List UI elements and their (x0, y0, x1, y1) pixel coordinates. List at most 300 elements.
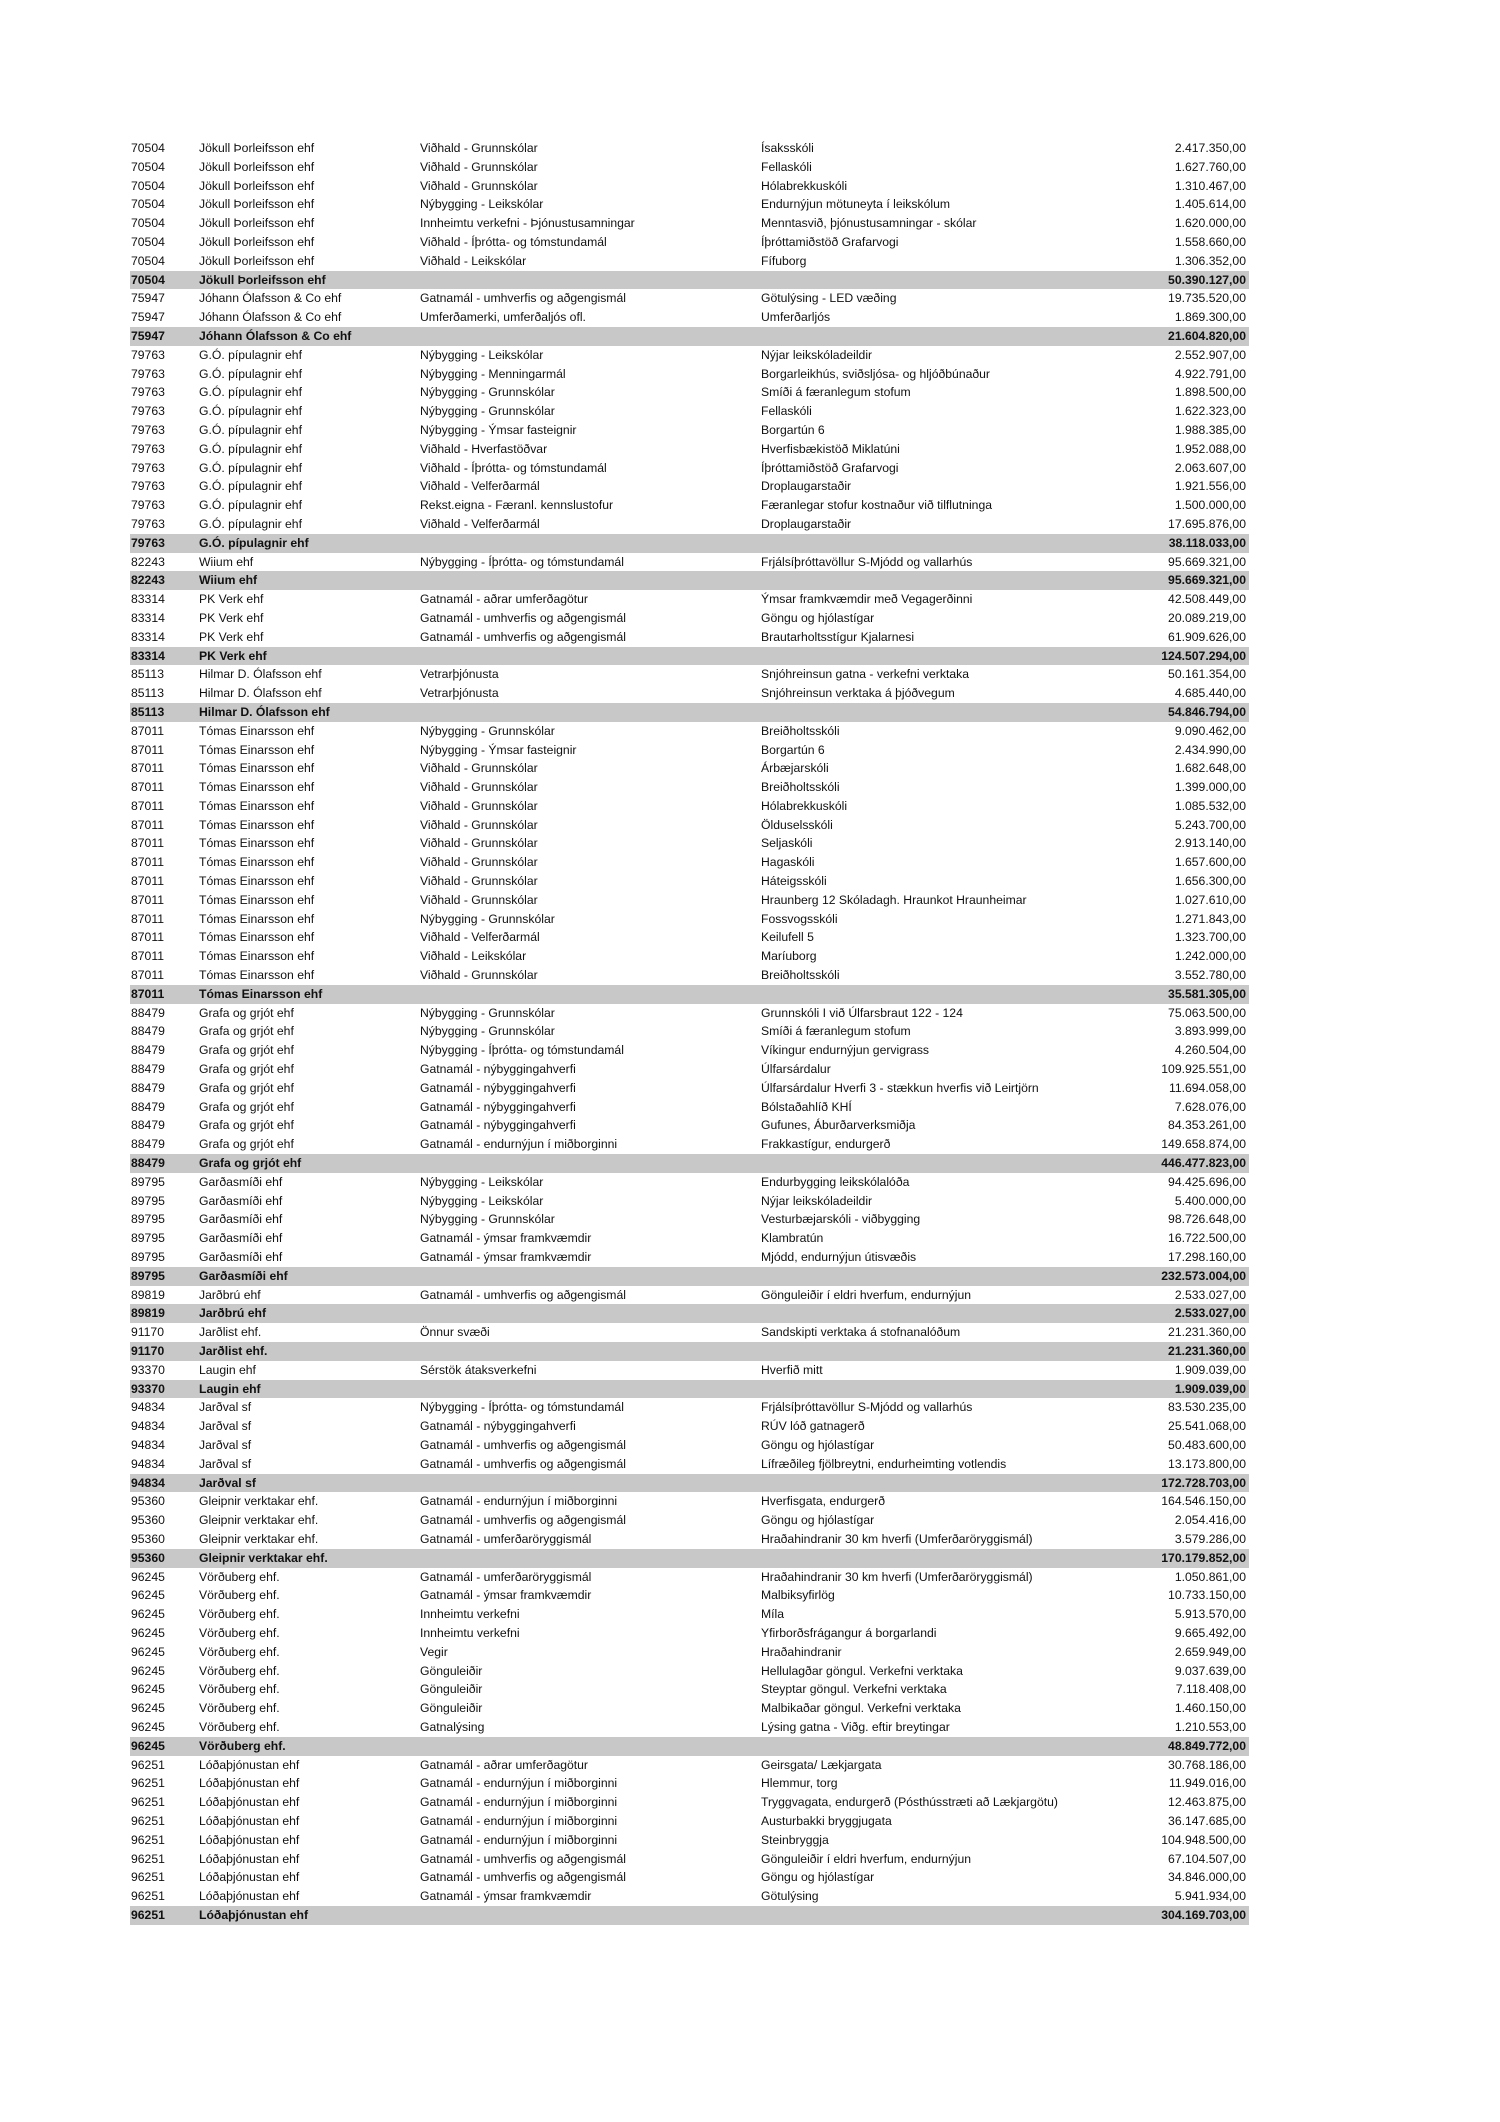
table-row (130, 966, 1249, 985)
amount-cell: 7.118.408,00 (1175, 1682, 1246, 1697)
amount-cell: 95.669.321,00 (1168, 554, 1246, 569)
category-cell: Vegir (420, 1644, 448, 1659)
vendor-name-cell: Tómas Einarsson ehf (199, 817, 315, 832)
category-cell: Nýbygging - Menningarmál (420, 366, 566, 381)
amount-cell: 5.941.934,00 (1174, 1889, 1246, 1904)
category-cell: Nýbygging - Íþrótta- og tómstundamál (420, 1043, 624, 1058)
project-cell: Maríuborg (761, 949, 817, 964)
amount-cell: 1.682.648,00 (1174, 761, 1246, 776)
category-cell: Nýbygging - Íþrótta- og tómstundamál (420, 554, 624, 569)
vendor-id-cell: 88479 (131, 1099, 165, 1114)
table-row (130, 158, 1249, 177)
vendor-id-cell: 70504 (131, 197, 165, 212)
vendor-name-cell: Gleipnir verktakar ehf. (199, 1494, 319, 1509)
vendor-id-cell: 88479 (131, 1024, 165, 1039)
vendor-name-cell: Jarðval sf (199, 1400, 252, 1415)
vendor-name-cell: Tómas Einarsson ehf (199, 761, 315, 776)
table-row (130, 459, 1249, 478)
vendor-id-cell: 83314 (131, 629, 165, 644)
table-row (130, 872, 1249, 891)
table-row (130, 778, 1249, 797)
vendor-name-cell: PK Verk ehf (199, 629, 264, 644)
table-row (130, 402, 1249, 421)
category-cell: Gatnamál - endurnýjun í miðborginni (420, 1813, 618, 1828)
amount-cell: 3.893.999,00 (1174, 1024, 1246, 1039)
vendor-id-cell: 70504 (131, 253, 165, 268)
vendor-id-cell: 87011 (131, 780, 164, 795)
amount-cell: 124.507.294,00 (1161, 648, 1246, 663)
vendor-name-cell: Jarðval sf (199, 1419, 252, 1434)
amount-cell: 34.846.000,00 (1168, 1870, 1246, 1885)
vendor-name-cell: Vörðuberg ehf. (199, 1663, 280, 1678)
table-row (130, 1436, 1249, 1455)
vendor-name-cell: G.Ó. pípulagnir ehf (199, 385, 302, 400)
category-cell: Nýbygging - Leikskólar (420, 1193, 544, 1208)
vendor-id-cell: 88479 (131, 1118, 165, 1133)
project-cell: Steinbryggja (761, 1832, 829, 1847)
category-cell: Nýbygging - Ýmsar fasteignir (420, 422, 577, 437)
vendor-name-cell: Jarðbrú ehf (199, 1287, 261, 1302)
table-row (130, 590, 1249, 609)
vendor-name-cell: Grafa og grjót ehf (199, 1118, 294, 1133)
table-row (130, 1361, 1249, 1380)
amount-cell: 2.552.907,00 (1174, 347, 1246, 362)
category-cell: Gatnamál - ýmsar framkvæmdir (420, 1588, 592, 1603)
vendor-id-cell: 96245 (131, 1701, 165, 1716)
table-row (130, 1774, 1249, 1793)
vendor-id-cell: 96245 (131, 1569, 165, 1584)
amount-cell: 232.573.004,00 (1161, 1268, 1246, 1283)
vendor-name-cell: Hilmar D. Ólafsson ehf (199, 686, 322, 701)
vendor-name-cell: Grafa og grjót ehf (199, 1156, 302, 1171)
vendor-name-cell: Jóhann Ólafsson & Co ehf (199, 310, 342, 325)
amount-cell: 170.179.852,00 (1161, 1550, 1246, 1565)
subtotal-row (130, 1267, 1249, 1286)
table-row (130, 1286, 1249, 1305)
amount-cell: 61.909.626,00 (1168, 629, 1246, 644)
category-cell: Gatnamál - aðrar umferðagötur (420, 592, 588, 607)
category-cell: Innheimtu verkefni - Þjónustusamningar (420, 216, 635, 231)
vendor-id-cell: 95360 (131, 1550, 165, 1565)
project-cell: Árbæjarskóli (761, 761, 829, 776)
vendor-id-cell: 89795 (131, 1174, 165, 1189)
vendor-name-cell: Lóðaþjónustan ehf (199, 1813, 300, 1828)
vendor-name-cell: G.Ó. pípulagnir ehf (199, 422, 302, 437)
vendor-id-cell: 89819 (131, 1287, 165, 1302)
vendor-name-cell: Tómas Einarsson ehf (199, 949, 315, 964)
vendor-name-cell: Tómas Einarsson ehf (199, 968, 315, 983)
category-cell: Gatnamál - umhverfis og aðgengismál (420, 610, 626, 625)
amount-cell: 21.231.360,00 (1168, 1344, 1246, 1358)
subtotal-row (130, 327, 1249, 346)
vendor-name-cell: G.Ó. pípulagnir ehf (199, 498, 302, 513)
category-cell: Gatnamál - umhverfis og aðgengismál (420, 1287, 626, 1302)
vendor-name-cell: Grafa og grjót ehf (199, 1062, 294, 1077)
vendor-name-cell: Lóðaþjónustan ehf (199, 1907, 309, 1922)
amount-cell: 1.952.088,00 (1174, 441, 1246, 456)
category-cell: Gatnamál - aðrar umferðagötur (420, 1757, 588, 1772)
project-cell: Götulýsing (761, 1889, 819, 1904)
table-row (130, 1248, 1249, 1267)
vendor-id-cell: 79763 (131, 479, 165, 494)
table-row (130, 1662, 1249, 1681)
project-cell: Háteigsskóli (761, 874, 827, 889)
table-row (130, 1831, 1249, 1850)
category-cell: Viðhald - Íþrótta- og tómstundamál (420, 460, 607, 475)
vendor-id-cell: 83314 (131, 648, 165, 663)
vendor-id-cell: 70504 (131, 141, 165, 155)
project-cell: Smíði á færanlegum stofum (761, 385, 911, 400)
vendor-name-cell: Tómas Einarsson ehf (199, 874, 315, 889)
vendor-name-cell: Gleipnir verktakar ehf. (199, 1550, 328, 1565)
vendor-name-cell: Garðasmíði ehf (199, 1212, 283, 1227)
vendor-name-cell: Jökull Þorleifsson ehf (199, 178, 315, 193)
project-cell: Lífræðileg fjölbreytni, endurheimting votlendis (761, 1456, 1007, 1471)
category-cell: Nýbygging - Ýmsar fasteignir (420, 742, 577, 757)
vendor-id-cell: 89795 (131, 1250, 165, 1265)
amount-cell: 304.169.703,00 (1161, 1907, 1246, 1922)
amount-cell: 1.909.039,00 (1174, 1362, 1246, 1377)
vendor-id-cell: 87011 (131, 892, 164, 907)
vendor-id-cell: 91170 (131, 1325, 164, 1340)
project-cell: Grunnskóli I við Úlfarsbraut 122 - 124 (761, 1005, 963, 1020)
vendor-id-cell: 93370 (131, 1381, 165, 1396)
vendor-id-cell: 87011 (131, 817, 164, 832)
vendor-id-cell: 96245 (131, 1625, 165, 1640)
project-cell: Droplaugarstaðir (761, 479, 852, 494)
vendor-name-cell: Grafa og grjót ehf (199, 1043, 294, 1058)
category-cell: Nýbygging - Leikskólar (420, 347, 544, 362)
amount-cell: 4.922.791,00 (1174, 366, 1246, 381)
project-cell: Malbiksyfirlög (761, 1588, 835, 1603)
table-row (130, 421, 1249, 440)
vendor-id-cell: 87011 (131, 723, 164, 738)
table-row (130, 1850, 1249, 1869)
vendor-id-cell: 87011 (131, 855, 164, 870)
vendor-name-cell: G.Ó. pípulagnir ehf (199, 479, 302, 494)
category-cell: Viðhald - Íþrótta- og tómstundamál (420, 234, 607, 249)
vendor-name-cell: Lóðaþjónustan ehf (199, 1870, 300, 1885)
vendor-id-cell: 94834 (131, 1456, 165, 1471)
amount-cell: 21.604.820,00 (1168, 328, 1246, 343)
vendor-id-cell: 79763 (131, 422, 165, 437)
project-cell: Yfirborðsfrágangur á borgarlandi (761, 1625, 937, 1640)
project-cell: Íþróttamiðstöð Grafarvogi (761, 234, 899, 249)
category-cell: Innheimtu verkefni (420, 1625, 520, 1640)
amount-cell: 67.104.507,00 (1168, 1851, 1246, 1866)
category-cell: Gatnamál - nýbyggingahverfi (420, 1080, 576, 1095)
project-cell: Breiðholtsskóli (761, 723, 840, 738)
amount-cell: 1.405.614,00 (1174, 197, 1246, 212)
vendor-id-cell: 89819 (131, 1306, 165, 1321)
vendor-id-cell: 79763 (131, 385, 165, 400)
project-cell: Gönguleiðir í eldri hverfum, endurnýjun (761, 1287, 972, 1302)
vendor-id-cell: 83314 (131, 592, 165, 607)
category-cell: Viðhald - Grunnskólar (420, 798, 538, 813)
vendor-id-cell: 96251 (131, 1813, 165, 1828)
vendor-id-cell: 89795 (131, 1268, 165, 1283)
project-cell: Bólstaðahlíð KHÍ (761, 1099, 852, 1114)
project-cell: Umferðarljós (761, 310, 831, 325)
table-row (130, 1586, 1249, 1605)
amount-cell: 13.173.800,00 (1168, 1456, 1246, 1471)
table-row (130, 1643, 1249, 1662)
category-cell: Innheimtu verkefni (420, 1607, 520, 1622)
vendor-name-cell: G.Ó. pípulagnir ehf (199, 460, 302, 475)
amount-cell: 25.541.068,00 (1168, 1419, 1246, 1434)
category-cell: Nýbygging - Íþrótta- og tómstundamál (420, 1400, 624, 1415)
table-row (130, 365, 1249, 384)
vendor-id-cell: 87011 (131, 836, 164, 851)
vendor-id-cell: 79763 (131, 516, 165, 531)
project-cell: Hólabrekkuskóli (761, 178, 848, 193)
category-cell: Umferðamerki, umferðaljós ofl. (420, 310, 586, 325)
project-cell: Fífuborg (761, 253, 807, 268)
amount-cell: 1.909.039,00 (1174, 1381, 1246, 1396)
vendor-id-cell: 96251 (131, 1870, 165, 1885)
amount-cell: 10.733.150,00 (1168, 1588, 1246, 1603)
amount-cell: 1.210.553,00 (1174, 1719, 1246, 1734)
vendor-name-cell: Jarðval sf (199, 1456, 252, 1471)
project-cell: Fellaskóli (761, 159, 812, 174)
amount-cell: 9.665.492,00 (1174, 1625, 1246, 1640)
project-cell: Keilufell 5 (761, 930, 814, 945)
vendor-name-cell: Jökull Þorleifsson ehf (199, 272, 326, 287)
table-row (130, 1605, 1249, 1624)
amount-cell: 2.054.416,00 (1174, 1513, 1246, 1528)
category-cell: Gatnamál - umhverfis og aðgengismál (420, 629, 626, 644)
amount-cell: 1.657.600,00 (1174, 855, 1246, 870)
vendor-id-cell: 70504 (131, 234, 165, 249)
vendor-id-cell: 96251 (131, 1795, 165, 1810)
table-row (130, 816, 1249, 835)
project-cell: Borgartún 6 (761, 742, 825, 757)
subtotal-row (130, 534, 1249, 553)
table-row (130, 1793, 1249, 1812)
category-cell: Gatnamál - nýbyggingahverfi (420, 1118, 576, 1133)
project-cell: Frjálsíþróttavöllur S-Mjódd og vallarhús (761, 1400, 973, 1415)
vendor-name-cell: G.Ó. pípulagnir ehf (199, 347, 302, 362)
amount-cell: 5.913.570,00 (1174, 1607, 1246, 1622)
vendor-name-cell: Grafa og grjót ehf (199, 1005, 294, 1020)
subtotal-row (130, 703, 1249, 722)
category-cell: Gatnamál - endurnýjun í miðborginni (420, 1137, 618, 1152)
category-cell: Gatnamál - umhverfis og aðgengismál (420, 1437, 626, 1452)
category-cell: Gatnalýsing (420, 1719, 485, 1734)
amount-cell: 83.530.235,00 (1168, 1400, 1246, 1415)
vendor-name-cell: Jökull Þorleifsson ehf (199, 141, 315, 155)
table-row (130, 252, 1249, 271)
amount-cell: 2.533.027,00 (1174, 1306, 1246, 1321)
project-cell: Göngu og hjólastígar (761, 1870, 875, 1885)
amount-cell: 1.500.000,00 (1174, 498, 1246, 513)
vendor-id-cell: 88479 (131, 1043, 165, 1058)
category-cell: Nýbygging - Leikskólar (420, 197, 544, 212)
project-cell: Fellaskóli (761, 404, 812, 419)
vendor-name-cell: Vörðuberg ehf. (199, 1625, 280, 1640)
vendor-id-cell: 70504 (131, 178, 165, 193)
subtotal-row (130, 1154, 1249, 1173)
vendor-id-cell: 88479 (131, 1080, 165, 1095)
vendor-id-cell: 96251 (131, 1776, 165, 1791)
project-cell: Snjóhreinsun verktaka á þjóðvegum (761, 686, 955, 701)
vendor-id-cell: 95360 (131, 1531, 165, 1546)
category-cell: Viðhald - Grunnskólar (420, 817, 538, 832)
amount-cell: 20.089.219,00 (1168, 610, 1246, 625)
category-cell: Gatnamál - endurnýjun í miðborginni (420, 1795, 618, 1810)
project-cell: Míla (761, 1607, 785, 1622)
subtotal-row (130, 647, 1249, 666)
vendor-name-cell: Grafa og grjót ehf (199, 1099, 294, 1114)
table-row (130, 628, 1249, 647)
vendor-id-cell: 79763 (131, 441, 165, 456)
table-row (130, 1812, 1249, 1831)
amount-cell: 1.460.150,00 (1174, 1701, 1246, 1716)
category-cell: Vetrarþjónusta (420, 686, 499, 701)
amount-cell: 2.417.350,00 (1174, 141, 1246, 155)
vendor-id-cell: 96251 (131, 1851, 165, 1866)
vendor-name-cell: G.Ó. pípulagnir ehf (199, 516, 302, 531)
category-cell: Viðhald - Grunnskólar (420, 874, 538, 889)
amount-cell: 2.659.949,00 (1174, 1644, 1246, 1659)
table-row (130, 1229, 1249, 1248)
amount-cell: 1.323.700,00 (1174, 930, 1246, 945)
vendor-name-cell: Vörðuberg ehf. (199, 1719, 280, 1734)
subtotal-row (130, 1737, 1249, 1756)
vendor-name-cell: Lóðaþjónustan ehf (199, 1757, 300, 1772)
vendor-id-cell: 70504 (131, 272, 165, 287)
amount-cell: 11.694.058,00 (1168, 1080, 1246, 1095)
vendor-id-cell: 94834 (131, 1475, 165, 1490)
table-row (130, 383, 1249, 402)
amount-cell: 4.260.504,00 (1174, 1043, 1246, 1058)
vendor-id-cell: 85113 (131, 704, 165, 719)
category-cell: Gatnamál - endurnýjun í miðborginni (420, 1776, 618, 1791)
vendor-id-cell: 87011 (131, 986, 165, 1001)
vendor-id-cell: 70504 (131, 216, 165, 231)
project-cell: Göngu og hjólastígar (761, 1437, 875, 1452)
vendor-id-cell: 85113 (131, 686, 164, 701)
amount-cell: 1.242.000,00 (1174, 949, 1246, 964)
category-cell: Viðhald - Grunnskólar (420, 159, 538, 174)
amount-cell: 1.921.556,00 (1174, 479, 1246, 494)
project-cell: Hellulagðar göngul. Verkefni verktaka (761, 1663, 963, 1678)
table-row (130, 1492, 1249, 1511)
vendor-id-cell: 79763 (131, 404, 165, 419)
vendor-id-cell: 89795 (131, 1193, 165, 1208)
project-cell: Smíði á færanlegum stofum (761, 1024, 911, 1039)
vendor-name-cell: Garðasmíði ehf (199, 1250, 283, 1265)
table-row (130, 1530, 1249, 1549)
project-cell: Menntasvið, þjónustusamningar - skólar (761, 216, 977, 231)
project-cell: Hverfisgata, endurgerð (761, 1494, 885, 1509)
category-cell: Viðhald - Grunnskólar (420, 780, 538, 795)
vendor-name-cell: Wiium ehf (199, 554, 254, 569)
table-row (130, 139, 1249, 158)
category-cell: Nýbygging - Grunnskólar (420, 404, 555, 419)
category-cell: Viðhald - Grunnskólar (420, 968, 538, 983)
vendor-id-cell: 91170 (131, 1344, 165, 1358)
payments-table (130, 139, 1249, 1925)
project-cell: Frakkastígur, endurgerð (761, 1137, 891, 1152)
amount-cell: 1.558.660,00 (1174, 234, 1246, 249)
vendor-name-cell: Vörðuberg ehf. (199, 1644, 280, 1659)
table-row (130, 947, 1249, 966)
category-cell: Nýbygging - Grunnskólar (420, 1005, 555, 1020)
vendor-id-cell: 83314 (131, 610, 165, 625)
table-row (130, 891, 1249, 910)
category-cell: Önnur svæði (420, 1325, 490, 1340)
subtotal-row (130, 1304, 1249, 1323)
amount-cell: 42.508.449,00 (1168, 592, 1246, 607)
vendor-id-cell: 95360 (131, 1513, 165, 1528)
category-cell: Viðhald - Grunnskólar (420, 892, 538, 907)
project-cell: Malbikaðar göngul. Verkefni verktaka (761, 1701, 961, 1716)
vendor-name-cell: Garðasmíði ehf (199, 1193, 283, 1208)
vendor-name-cell: Tómas Einarsson ehf (199, 836, 315, 851)
vendor-name-cell: Vörðuberg ehf. (199, 1588, 280, 1603)
project-cell: Úlfarsárdalur Hverfi 3 - stækkun hverfis við Leirtjörn (761, 1080, 1039, 1095)
category-cell: Vetrarþjónusta (420, 667, 499, 682)
vendor-id-cell: 79763 (131, 347, 165, 362)
category-cell: Nýbygging - Grunnskólar (420, 723, 555, 738)
table-row (130, 665, 1249, 684)
vendor-id-cell: 87011 (131, 968, 164, 983)
vendor-name-cell: Tómas Einarsson ehf (199, 855, 315, 870)
vendor-name-cell: Lóðaþjónustan ehf (199, 1832, 300, 1847)
vendor-id-cell: 93370 (131, 1362, 165, 1377)
table-row (130, 308, 1249, 327)
project-cell: Gufunes, Áburðarverksmiðja (761, 1118, 916, 1133)
table-row (130, 1398, 1249, 1417)
category-cell: Gatnamál - umhverfis og aðgengismál (420, 1870, 626, 1885)
vendor-id-cell: 96245 (131, 1588, 165, 1603)
table-row (130, 496, 1249, 515)
amount-cell: 1.310.467,00 (1174, 178, 1246, 193)
project-cell: Frjálsíþróttavöllur S-Mjódd og vallarhús (761, 554, 973, 569)
vendor-name-cell: Jarðbrú ehf (199, 1306, 267, 1321)
vendor-name-cell: Tómas Einarsson ehf (199, 986, 323, 1001)
vendor-name-cell: Jarðval sf (199, 1475, 256, 1490)
vendor-name-cell: Jarðlist ehf. (199, 1344, 268, 1358)
vendor-id-cell: 96245 (131, 1607, 165, 1622)
vendor-name-cell: Lóðaþjónustan ehf (199, 1776, 300, 1791)
vendor-name-cell: Hilmar D. Ólafsson ehf (199, 704, 330, 719)
amount-cell: 21.231.360,00 (1168, 1325, 1246, 1340)
project-cell: Hraðahindranir 30 km hverfi (Umferðaröryggismál) (761, 1531, 1033, 1546)
amount-cell: 1.898.500,00 (1174, 385, 1246, 400)
vendor-id-cell: 89795 (131, 1231, 165, 1246)
amount-cell: 1.271.843,00 (1174, 911, 1246, 926)
vendor-name-cell: Jóhann Ólafsson & Co ehf (199, 328, 352, 343)
amount-cell: 1.869.300,00 (1174, 310, 1246, 325)
table-row (130, 1511, 1249, 1530)
project-cell: Brautarholtsstígur Kjalarnesi (761, 629, 915, 644)
table-row (130, 928, 1249, 947)
project-cell: Vesturbæjarskóli - viðbygging (761, 1212, 921, 1227)
vendor-name-cell: G.Ó. pípulagnir ehf (199, 441, 302, 456)
table-row (130, 797, 1249, 816)
project-cell: Færanlegar stofur kostnaður við tilflutninga (761, 498, 993, 513)
vendor-name-cell: Garðasmíði ehf (199, 1268, 288, 1283)
amount-cell: 50.483.600,00 (1168, 1437, 1246, 1452)
category-cell: Viðhald - Grunnskólar (420, 178, 538, 193)
subtotal-row (130, 571, 1249, 590)
table-row (130, 1756, 1249, 1775)
subtotal-row (130, 985, 1249, 1004)
category-cell: Gatnamál - nýbyggingahverfi (420, 1419, 576, 1434)
vendor-name-cell: Garðasmíði ehf (199, 1174, 283, 1189)
